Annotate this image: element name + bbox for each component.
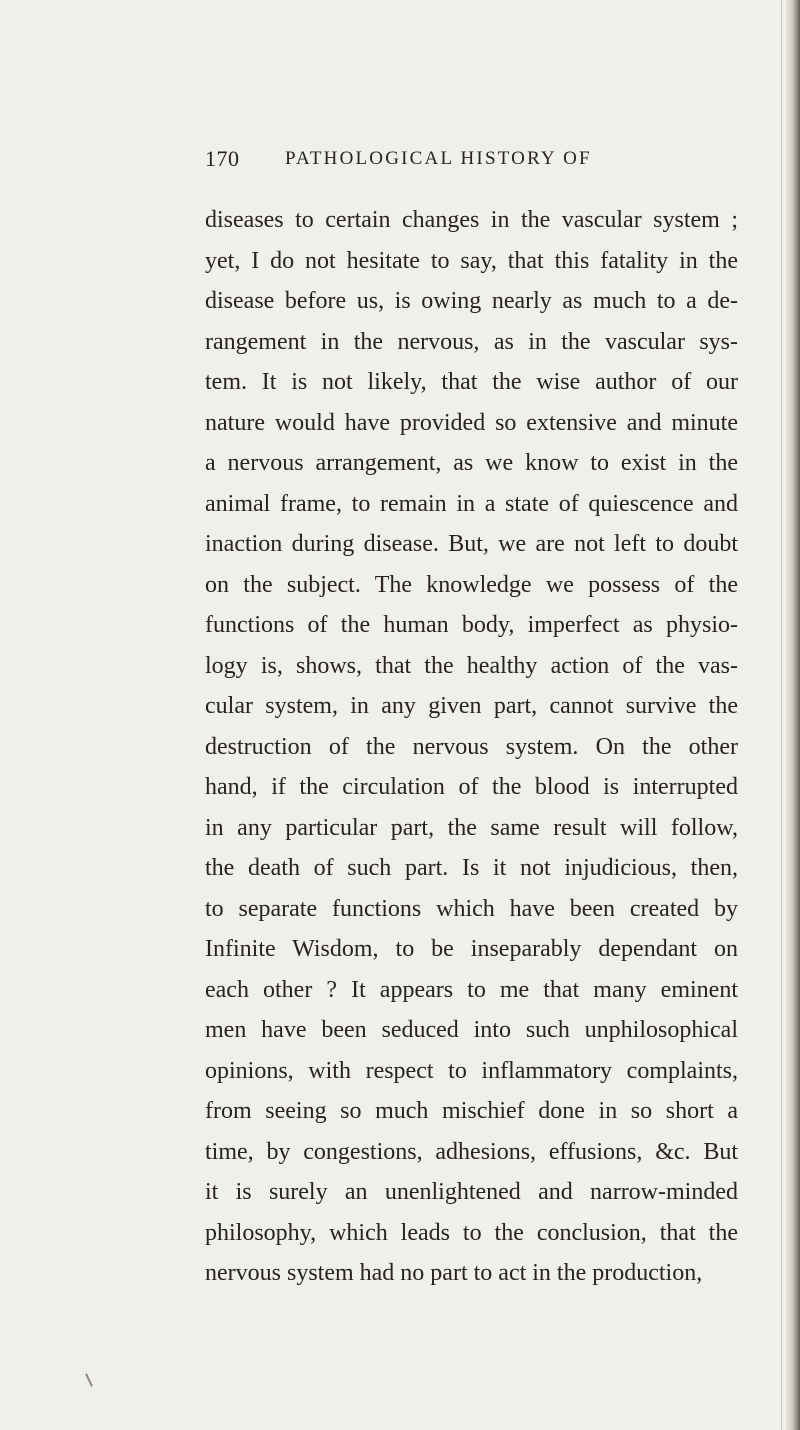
text-line: logy is, shows, that the healthy action of the vas- xyxy=(205,652,738,679)
text-line: opinions, with respect to inflammatory complaints, xyxy=(205,1057,738,1084)
text-line: functions of the human body, imperfect as physio- xyxy=(205,612,738,638)
text-line: inaction during disease. But, we are not left to doubt xyxy=(205,531,738,557)
text-line: cular system, in any given part, cannot survive the xyxy=(205,693,738,719)
running-head: PATHOLOGICAL HISTORY OF xyxy=(285,148,592,169)
page-number: 170 xyxy=(205,146,240,171)
text-line: men have been seduced into such unphilosophical xyxy=(205,1017,738,1043)
text-line: on the subject. The knowledge we possess of the xyxy=(205,571,738,598)
text-line: destruction of the nervous system. On the other xyxy=(205,733,738,760)
text-line: disease before us, is owing nearly as much to a de- xyxy=(205,288,738,314)
text-line: diseases to certain changes in the vascular system ; xyxy=(205,207,738,233)
text-line: to separate functions which have been created by xyxy=(205,895,738,922)
text-line: yet, I do not hesitate to say, that this fatality in the xyxy=(205,247,738,274)
text-line: time, by congestions, adhesions, effusions, &c. But xyxy=(205,1138,738,1165)
page-edge-line xyxy=(781,0,782,1430)
text-line: hand, if the circulation of the blood is interrupted xyxy=(205,774,738,800)
text-line: Infinite Wisdom, to be inseparably dependant on xyxy=(205,936,738,962)
text-line: animal frame, to remain in a state of quiescence and xyxy=(205,490,738,517)
text-line: each other ? It appears to me that many eminent xyxy=(205,976,738,1003)
text-line: the death of such part. Is it not injudicious, then, xyxy=(205,855,738,881)
text-line: nature would have provided so extensive and minute xyxy=(205,409,738,436)
body-text xyxy=(205,200,738,1294)
text-line: from seeing so much mischief done in so short a xyxy=(205,1098,738,1124)
text-line: tem. It is not likely, that the wise author of our xyxy=(205,369,738,395)
paper-speck xyxy=(85,1373,93,1387)
text-line: philosophy, which leads to the conclusion, that the xyxy=(205,1219,738,1246)
text-line: nervous system had no part to act in the production, xyxy=(205,1260,703,1286)
text-line: a nervous arrangement, as we know to exist in the xyxy=(205,450,738,476)
text-line: in any particular part, the same result will follow, xyxy=(205,814,738,841)
text-line: rangement in the nervous, as in the vascular sys- xyxy=(205,328,738,355)
text-line: it is surely an unenlightened and narrow-minded xyxy=(205,1179,738,1205)
page-header xyxy=(205,146,745,182)
page-binding-edge xyxy=(786,0,800,1430)
